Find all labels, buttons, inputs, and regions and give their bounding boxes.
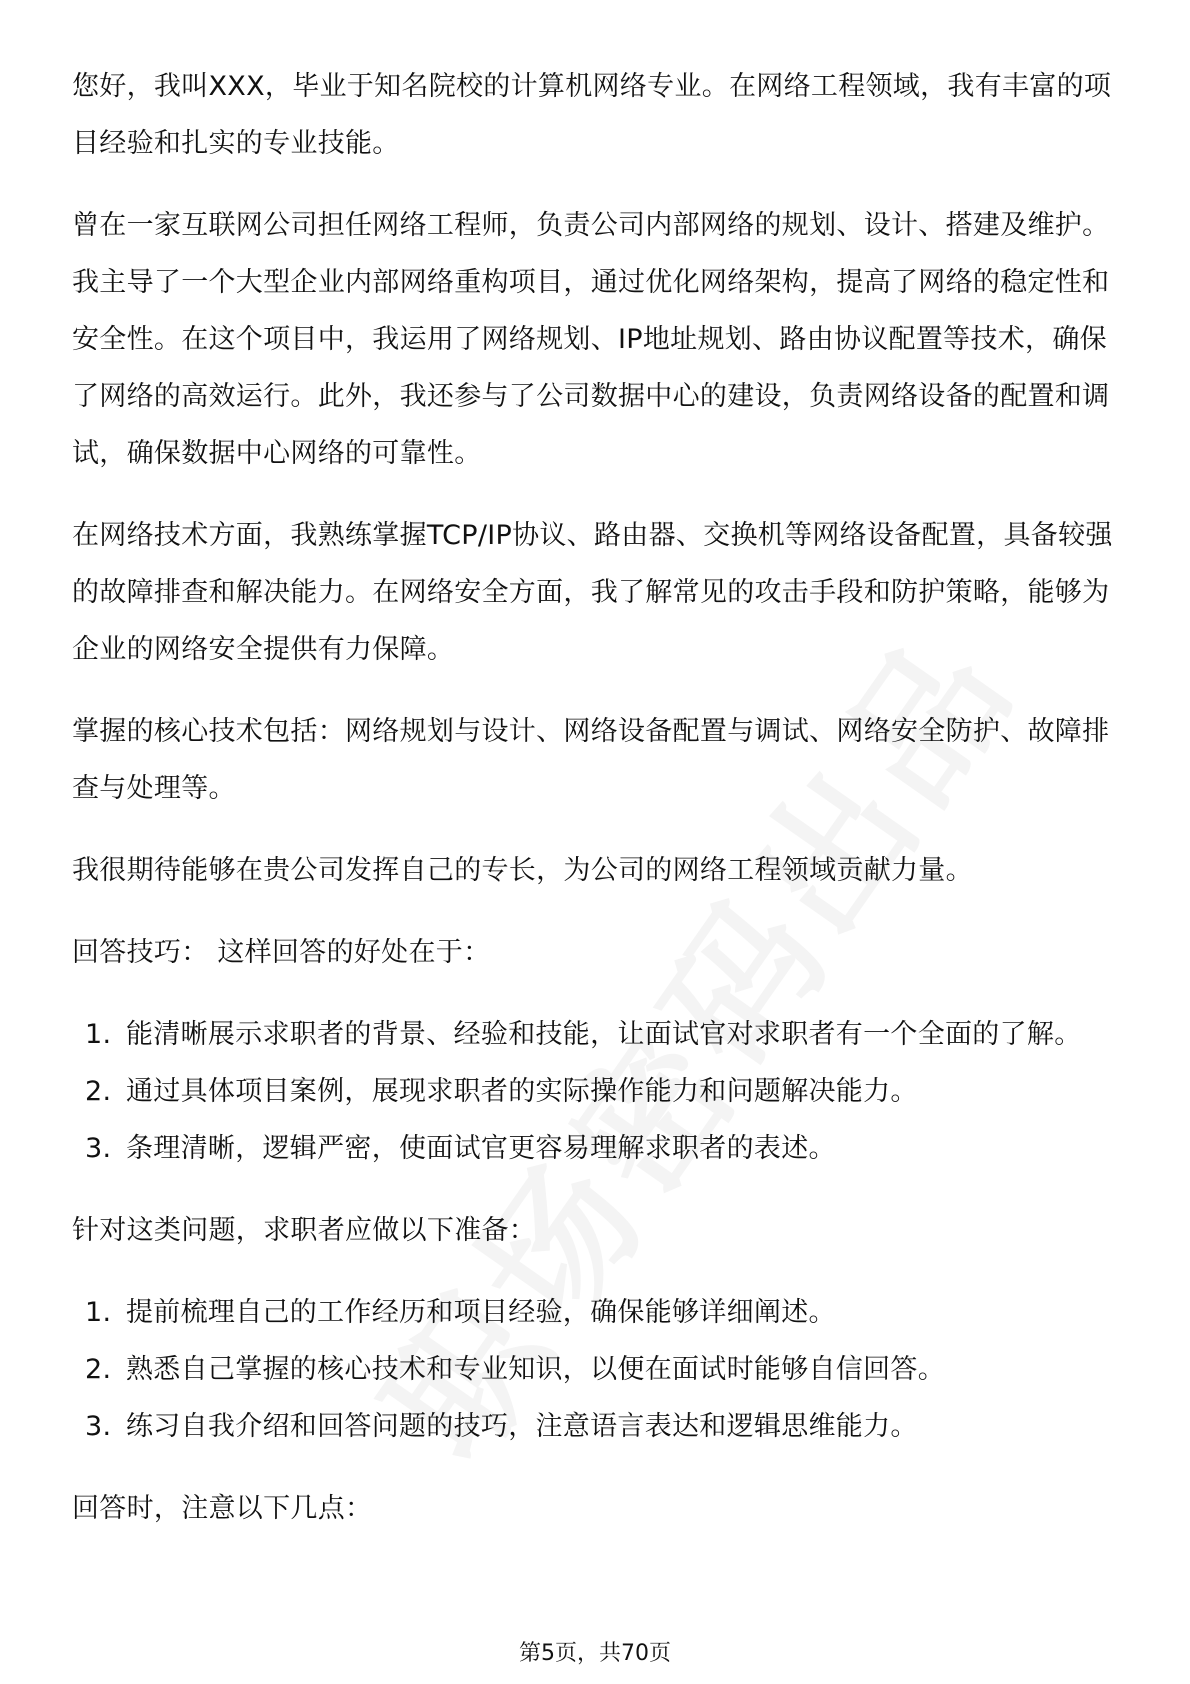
list-number: 2. bbox=[85, 1076, 112, 1107]
paragraph-core-tech: 掌握的核心技术包括：网络规划与设计、网络设备配置与调试、网络安全防护、故障排查与处理等。 bbox=[72, 716, 1110, 804]
list-item bbox=[72, 1063, 1122, 1120]
tips-list bbox=[72, 1006, 1122, 1177]
tips-heading: 回答技巧： 这样回答的好处在于： bbox=[72, 937, 491, 968]
list-item bbox=[72, 1006, 1122, 1063]
list-text: 通过具体项目案例，展现求职者的实际操作能力和问题解决能力。 bbox=[126, 1076, 918, 1107]
paragraph-skills: 在网络技术方面，我熟练掌握TCP/IP协议、路由器、交换机等网络设备配置，具备较强的故障排查和解决能力。在网络安全方面，我了解常见的攻击手段和防护策略，能够为企业的网络安全提供有力保障。 bbox=[72, 520, 1113, 665]
list-number: 1. bbox=[85, 1019, 112, 1050]
notes-heading: 回答时，注意以下几点： bbox=[72, 1493, 373, 1524]
prep-list bbox=[72, 1284, 1122, 1455]
list-text: 条理清晰，逻辑严密，使面试官更容易理解求职者的表述。 bbox=[126, 1133, 836, 1164]
list-number: 3. bbox=[85, 1411, 112, 1442]
list-item bbox=[72, 1120, 1122, 1177]
page-footer: 第5页，共70页 bbox=[519, 1641, 671, 1666]
list-text: 熟悉自己掌握的核心技术和专业知识，以便在面试时能够自信回答。 bbox=[126, 1354, 945, 1385]
list-item bbox=[72, 1284, 1122, 1341]
list-item bbox=[72, 1398, 1122, 1455]
document-body bbox=[72, 58, 1122, 1562]
list-number: 3. bbox=[85, 1133, 112, 1164]
paragraph-experience: 曾在一家互联网公司担任网络工程师，负责公司内部网络的规划、设计、搭建及维护。我主导了一个大型企业内部网络重构项目，通过优化网络架构，提高了网络的稳定性和安全性。在这个项目中，我运用了网络规划、IP地址规划、路由协议配置等技术，确保了网络的高效运行。此外，我还参与了公司数据中心的建设，负责网络设备的配置和调试，确保数据中心网络的可靠性。 bbox=[72, 210, 1110, 469]
paragraph-closing: 我很期待能够在贵公司发挥自己的专长，为公司的网络工程领域贡献力量。 bbox=[72, 855, 973, 886]
paragraph-intro: 您好，我叫XXX，毕业于知名院校的计算机网络专业。在网络工程领域，我有丰富的项目经验和扎实的专业技能。 bbox=[72, 71, 1112, 159]
list-text: 能清晰展示求职者的背景、经验和技能，让面试官对求职者有一个全面的了解。 bbox=[126, 1019, 1082, 1050]
list-item bbox=[72, 1341, 1122, 1398]
prep-heading: 针对这类问题，求职者应做以下准备： bbox=[72, 1215, 537, 1246]
list-number: 2. bbox=[85, 1354, 112, 1385]
list-text: 提前梳理自己的工作经历和项目经验，确保能够详细阐述。 bbox=[126, 1297, 836, 1328]
list-number: 1. bbox=[85, 1297, 112, 1328]
list-text: 练习自我介绍和回答问题的技巧，注意语言表达和逻辑思维能力。 bbox=[126, 1411, 918, 1442]
